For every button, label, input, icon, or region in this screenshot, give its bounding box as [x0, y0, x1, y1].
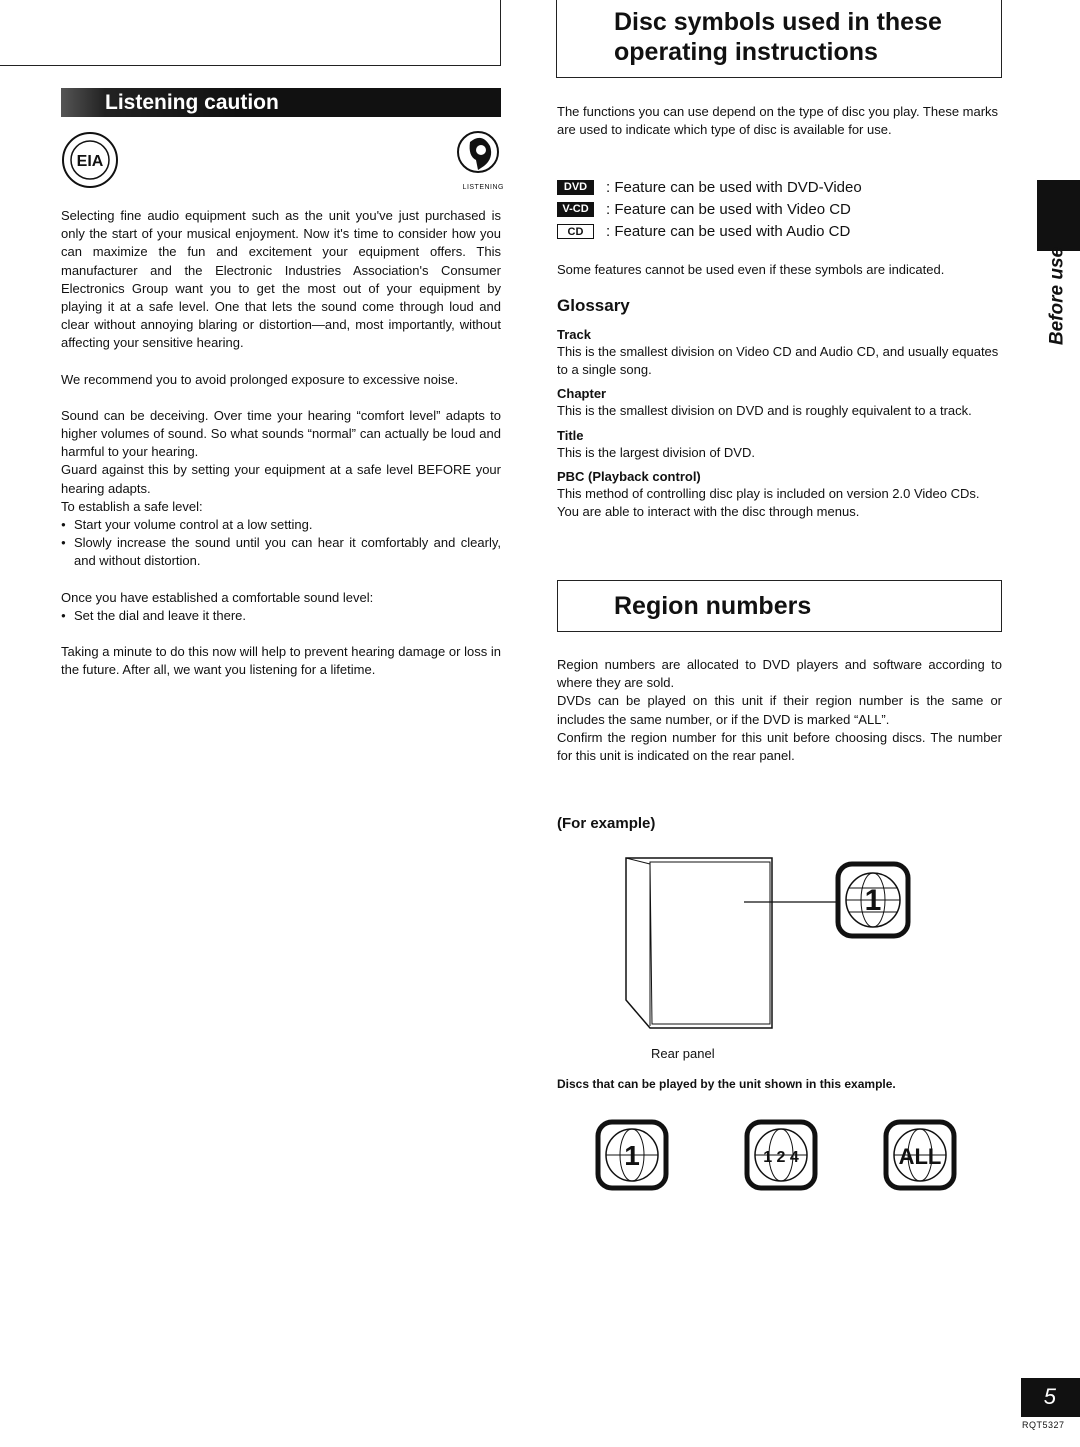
- region-paragraph-3: Confirm the region number for this unit before choosing discs. The number for this unit is indicated on the rear panel.: [557, 729, 1002, 764]
- listening-logo-text: LISTENING: [462, 184, 504, 191]
- caution-paragraph-1: Selecting fine audio equipment such as the unit you've just purchased is only the start of your musical enjoyment. Now it's time to consider how you can maximize the fun and excitement your equipment offers. This manufacturer and the Electronic Industries Association's Consumer Electronics Group want you to get the most out of your equipment by playing it at a safe level. One that lets the sound come through loud and clear without annoying blaring or distortion—and, most importantly, without affecting your sensitive hearing.: [61, 208, 501, 351]
- region-paragraph-2: DVDs can be played on this unit if their region number is the same or includes the same number, or if the DVD is marked “ALL”.: [557, 693, 1002, 727]
- symbol-description: : Feature can be used with Video CD: [606, 200, 851, 218]
- symbol-row-cd: [557, 220, 1002, 242]
- caution-paragraph-5: To establish a safe level:: [61, 498, 203, 514]
- disc-symbols-title-line-1: Disc symbols used in these: [614, 8, 942, 36]
- listening-caution-text: [61, 207, 501, 679]
- glossary-entry-chapter: [557, 385, 1002, 420]
- glossary-term: PBC (Playback control): [557, 468, 701, 484]
- glossary-entry-track: [557, 326, 1002, 379]
- symbol-description: : Feature can be used with DVD-Video: [606, 178, 862, 196]
- region-numbers-title: Region numbers: [614, 592, 812, 620]
- symbol-row-dvd: [557, 176, 1002, 198]
- glossary-heading: Glossary: [557, 296, 630, 315]
- region-numbers-title-box: [557, 580, 1002, 632]
- symbol-description: : Feature can be used with Audio CD: [606, 222, 851, 240]
- caution-paragraph-2: We recommend you to avoid prolonged exposure to excessive noise.: [61, 371, 459, 387]
- unit-rear-illustration: [620, 850, 920, 1035]
- disc-symbols-list: [557, 176, 1002, 242]
- eia-logo-text: EIA: [76, 153, 104, 170]
- symbols-note: Some features cannot be used even if these symbols are indicated.: [557, 262, 945, 277]
- banner-title: Listening caution: [105, 91, 279, 114]
- glossary-definition: This is the smallest division on Video CD and Audio CD, and usually equates to a single song.: [557, 344, 999, 378]
- glossary-definition: This is the largest division of DVD.: [557, 444, 755, 460]
- dvd-mark-icon: DVD: [557, 180, 594, 195]
- list-item: ● Slowly increase the sound until you can hear it comfortably and clearly, and without distortion.: [61, 534, 501, 570]
- glossary-entry-pbc: [557, 468, 1002, 521]
- region-mark-124-icon: [744, 1119, 818, 1191]
- eia-logo: [61, 131, 119, 189]
- glossary-term: Chapter: [557, 386, 607, 402]
- document-code: RQT5327: [1022, 1420, 1065, 1430]
- header-rule: [0, 65, 501, 66]
- caution-paragraph-4: Guard against this by setting your equipment at a safe level BEFORE your hearing adapts.: [61, 462, 501, 496]
- vcd-mark-icon: V-CD: [557, 202, 594, 217]
- list-item: ● Start your volume control at a low setting.: [61, 516, 501, 534]
- disc-region-number: ALL: [898, 1144, 942, 1169]
- safe-level-steps: [61, 516, 501, 571]
- disc-symbols-title-box: [556, 0, 1002, 78]
- unit-region-number: 1: [864, 884, 882, 917]
- region-numbers-text: [557, 656, 1002, 765]
- region-mark-1-icon: [595, 1119, 669, 1191]
- caution-paragraph-3: Sound can be deceiving. Over time your hearing “comfort level” adapts to higher volumes of sound. So what sounds “normal” can actually be loud and harmful to your hearing.: [61, 407, 501, 460]
- for-example-label: (For example): [557, 815, 656, 832]
- glossary-entry-title: [557, 427, 1002, 462]
- symbol-row-vcd: [557, 198, 1002, 220]
- glossary: [557, 326, 1002, 521]
- caution-paragraph-6: Once you have established a comfortable sound level:: [61, 589, 374, 605]
- side-tab-label: Before use: [1046, 246, 1068, 346]
- glossary-definition: This is the smallest division on DVD and is roughly equivalent to a track.: [557, 403, 972, 419]
- list-item: ● Set the dial and leave it there.: [61, 607, 501, 625]
- caution-paragraph-7: Taking a minute to do this now will help to prevent hearing damage or loss in the future. After all, we want you listening for a lifetime.: [61, 644, 501, 678]
- discs-caption: Discs that can be played by the unit shown in this example.: [557, 1077, 896, 1091]
- rear-panel-caption: Rear panel: [651, 1046, 715, 1061]
- disc-region-number: 1: [624, 1140, 640, 1171]
- glossary-definition: This method of controlling disc play is included on version 2.0 Video CDs. You are able to interact with the disc through menus.: [557, 485, 980, 520]
- header-rule-vertical: [500, 0, 501, 66]
- disc-symbols-intro: The functions you can use depend on the type of disc you play. These marks are used to indicate which type of disc is available for use.: [557, 104, 999, 138]
- comfortable-level-steps: [61, 607, 501, 625]
- page-number: 5: [1043, 1384, 1056, 1409]
- region-paragraph-1: Region numbers are allocated to DVD players and software according to where they are sold.: [557, 657, 1002, 691]
- region-mark-all-icon: [883, 1119, 957, 1191]
- disc-region-number: 1 2 4: [763, 1149, 799, 1166]
- page-number-box: [1021, 1378, 1080, 1417]
- listening-caution-banner: [61, 88, 501, 117]
- glossary-term: Title: [557, 427, 584, 443]
- listening-logo: [448, 130, 504, 194]
- glossary-term: Track: [557, 327, 591, 342]
- disc-symbols-title-line-2: operating instructions: [614, 38, 878, 66]
- cd-mark-icon: CD: [557, 224, 594, 239]
- disc-symbols-title: [614, 7, 942, 67]
